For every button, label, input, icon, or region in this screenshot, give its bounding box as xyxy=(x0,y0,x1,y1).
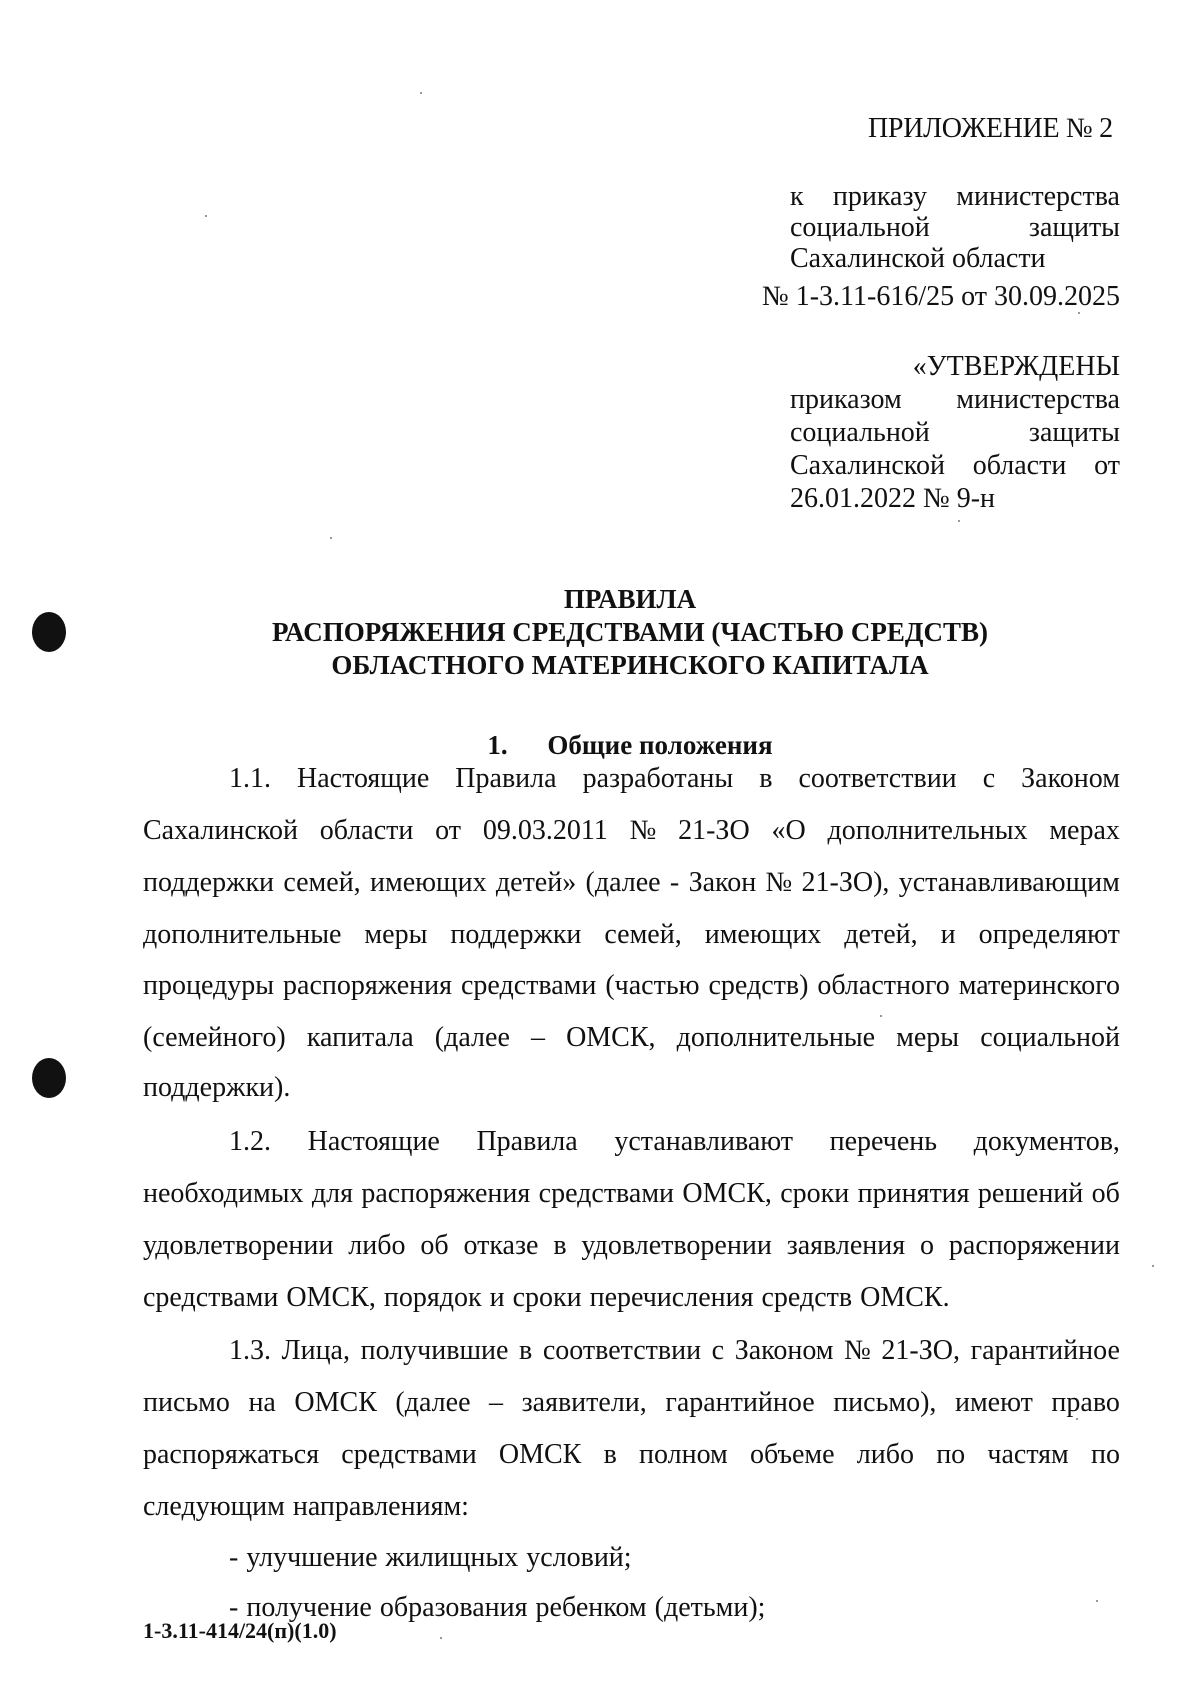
body-word: необходимых xyxy=(143,1178,304,1209)
body-line xyxy=(229,1335,1120,1367)
to-order-line xyxy=(790,243,1120,274)
body-word: 09.03.2011 xyxy=(482,815,608,846)
body-word: (семейного) xyxy=(143,1022,286,1053)
body-word: распоряжения xyxy=(283,970,453,1001)
binder-hole xyxy=(32,612,66,652)
body-word: в xyxy=(519,1335,533,1366)
body-word: 21-ЗО xyxy=(678,815,750,846)
scan-speck xyxy=(958,520,960,522)
section-heading xyxy=(150,730,1110,761)
title-line: ОБЛАСТНОГО МАТЕРИНСКОГО КАПИТАЛА xyxy=(331,650,929,680)
body-word: условий; xyxy=(526,1542,632,1573)
body-word: определяют xyxy=(978,919,1120,950)
body-word: Настоящие xyxy=(297,763,430,794)
body-word: объеме xyxy=(749,1439,835,1470)
body-word: по xyxy=(1090,1439,1120,1470)
to-order-word: приказу xyxy=(832,181,927,212)
title-line: РАСПОРЯЖЕНИЯ СРЕДСТВАМИ (ЧАСТЬЮ СРЕДСТВ) xyxy=(272,617,988,647)
section-title: Общие положения xyxy=(547,730,773,760)
body-line xyxy=(143,867,1120,899)
body-word: и xyxy=(489,1282,505,1313)
body-word: меры xyxy=(896,1022,960,1053)
body-word: (далее xyxy=(395,1387,471,1418)
body-word: «О xyxy=(771,815,806,846)
to-order-word: защиты xyxy=(1028,212,1120,243)
body-word: полном xyxy=(639,1439,728,1470)
body-word: в xyxy=(603,1439,617,1470)
body-word: Правила xyxy=(476,1126,578,1157)
body-word: социальной xyxy=(980,1022,1120,1053)
body-word: средствами xyxy=(460,970,597,1001)
body-word: заявители, xyxy=(521,1387,647,1418)
body-word: дополнительные xyxy=(143,919,342,950)
approved-line xyxy=(790,383,1120,416)
approved-line xyxy=(790,482,1120,515)
approved-word: от xyxy=(1094,450,1120,481)
body-word: порядок xyxy=(383,1282,482,1313)
order-number: № 1-3.11-616/25 от 30.09.2025 xyxy=(762,281,1120,312)
body-word: (далее xyxy=(585,867,661,898)
body-word: (далее xyxy=(434,1022,510,1053)
body-line xyxy=(229,1592,1120,1624)
body-word: документов, xyxy=(973,1126,1120,1157)
approved-line xyxy=(790,449,1120,482)
body-word: средств) xyxy=(708,970,809,1001)
body-line xyxy=(143,1178,1120,1210)
body-word: об xyxy=(1091,1178,1120,1209)
body-word: № xyxy=(765,867,793,898)
body-word: по xyxy=(936,1439,966,1470)
scan-speck xyxy=(205,215,207,217)
approved-word: министерства xyxy=(956,384,1120,415)
body-word: Правила xyxy=(455,763,557,794)
body-word: 1.3. xyxy=(229,1335,271,1366)
body-word: 21-ЗО, xyxy=(881,1335,960,1366)
to-order-word: социальной xyxy=(790,212,930,243)
body-word: средств xyxy=(761,1282,853,1313)
body-line xyxy=(143,970,1120,1002)
approved-line xyxy=(790,416,1120,449)
body-word: либо xyxy=(856,1439,914,1470)
body-word: решений xyxy=(977,1178,1084,1209)
body-word: 21-ЗО), xyxy=(801,867,890,898)
body-word: ОМСК, xyxy=(682,1178,772,1209)
body-word: жилищных xyxy=(385,1542,519,1573)
body-word: средствами xyxy=(341,1439,477,1470)
scan-speck xyxy=(440,1637,442,1639)
document-code: 1-3.11-414/24(п)(1.0) xyxy=(143,1618,337,1643)
to-order-word: Сахалинской области xyxy=(790,243,1046,274)
body-word: Законом xyxy=(734,1335,834,1366)
body-word: № xyxy=(844,1335,871,1366)
to-order-line xyxy=(790,181,1120,212)
body-word: удовлетворении xyxy=(143,1230,334,1261)
body-line xyxy=(143,815,1120,847)
body-word: устанавливают xyxy=(614,1126,794,1157)
body-word: дополнительных xyxy=(827,815,1028,846)
to-order-block xyxy=(790,181,1120,274)
body-word: образования xyxy=(379,1592,528,1623)
body-word: сроки xyxy=(512,1282,582,1313)
body-word: перечисления xyxy=(589,1282,754,1313)
body-word: распоряжения xyxy=(361,1178,531,1209)
body-line xyxy=(143,1282,1120,1314)
body-word: поддержки xyxy=(143,867,275,898)
body-word: средствами xyxy=(143,1282,279,1313)
body-word: соответствии xyxy=(798,763,957,794)
body-line xyxy=(229,1542,1120,1574)
body-word: поддержки xyxy=(450,919,582,950)
body-word: Настоящие xyxy=(307,1126,440,1157)
approved-word: 26.01.2022 № 9-н xyxy=(790,483,996,514)
body-word: о xyxy=(920,1230,935,1261)
body-word: устанавливающим xyxy=(898,867,1120,898)
body-word: области xyxy=(319,815,414,846)
body-word: удовлетворении xyxy=(581,1230,772,1261)
body-word: право xyxy=(1051,1387,1120,1418)
body-word: детей» xyxy=(495,867,577,898)
to-order-word: к xyxy=(790,181,804,212)
body-word: ОМСК. xyxy=(860,1282,950,1313)
body-line xyxy=(143,1439,1120,1471)
body-word: капитала xyxy=(306,1022,414,1053)
approved-word: области xyxy=(972,450,1067,481)
approved-word: приказом xyxy=(790,384,902,415)
body-line xyxy=(143,1230,1120,1262)
body-word: мерах xyxy=(1049,815,1120,846)
body-word: гарантийное xyxy=(665,1387,815,1418)
scan-speck xyxy=(420,92,422,94)
body-word: разработаны xyxy=(582,763,734,794)
body-word: - xyxy=(229,1592,239,1623)
body-word: ребенком xyxy=(535,1592,647,1623)
body-line xyxy=(143,1491,1120,1523)
body-word: семей, xyxy=(604,919,682,950)
body-word: детей, xyxy=(844,919,918,950)
body-word: с xyxy=(711,1335,725,1366)
body-word: в xyxy=(553,1230,567,1261)
binder-hole xyxy=(32,1058,66,1098)
body-word: получившие xyxy=(360,1335,509,1366)
body-word: имеющих xyxy=(704,919,822,950)
body-word: № xyxy=(629,815,657,846)
body-word: либо xyxy=(348,1230,406,1261)
approved-block xyxy=(790,350,1120,515)
body-word: улучшение xyxy=(246,1542,378,1573)
body-word: 1.1. xyxy=(229,763,271,794)
body-word: отказе xyxy=(463,1230,539,1261)
body-word: семей, xyxy=(283,867,361,898)
body-word: перечень xyxy=(829,1126,938,1157)
body-line xyxy=(143,919,1120,951)
body-line xyxy=(143,1022,1120,1054)
body-word: дополнительные xyxy=(676,1022,876,1053)
approved-word: защиты xyxy=(1028,417,1120,448)
body-word: средствами xyxy=(538,1178,675,1209)
body-line xyxy=(229,1126,1120,1158)
document-title xyxy=(150,583,1110,682)
body-word: частям xyxy=(987,1439,1069,1470)
approved-word: «УТВЕРЖДЕНЫ xyxy=(912,351,1120,382)
body-word: процедуры xyxy=(143,970,275,1001)
title-line: ПРАВИЛА xyxy=(563,584,697,614)
body-word: направлениям: xyxy=(292,1491,469,1522)
body-word: на xyxy=(248,1387,276,1418)
scan-speck xyxy=(330,537,332,539)
body-word: ОМСК xyxy=(498,1439,582,1470)
body-word: поддержки). xyxy=(143,1072,291,1103)
body-word: получение xyxy=(246,1592,372,1623)
appendix-label: ПРИЛОЖЕНИЕ № 2 xyxy=(868,113,1113,144)
scan-speck xyxy=(1152,1265,1154,1267)
body-word: письмо), xyxy=(833,1387,937,1418)
body-word: материнского xyxy=(958,970,1120,1001)
body-word: гарантийное xyxy=(970,1335,1120,1366)
body-word: соответствии xyxy=(542,1335,702,1366)
to-order-word: министерства xyxy=(956,181,1120,212)
body-word: в xyxy=(759,763,773,794)
body-word: Сахалинской xyxy=(143,815,298,846)
approved-word: социальной xyxy=(790,417,930,448)
approved-line xyxy=(790,350,1120,383)
approved-word: Сахалинской xyxy=(790,450,945,481)
body-word: письмо xyxy=(143,1387,230,1418)
body-word: принятия xyxy=(857,1178,970,1209)
body-word: и xyxy=(940,919,956,950)
body-word: от xyxy=(435,815,462,846)
body-line xyxy=(143,1387,1120,1419)
body-word: ОМСК, xyxy=(286,1282,376,1313)
body-word: – xyxy=(489,1387,504,1418)
body-word: сроки xyxy=(780,1178,850,1209)
body-word: распоряжаться xyxy=(143,1439,320,1470)
body-word: Закон xyxy=(688,867,757,898)
body-word: Законом xyxy=(1021,763,1120,794)
body-word: с xyxy=(982,763,996,794)
body-word: распоряжении xyxy=(948,1230,1120,1261)
body-word: (детьми); xyxy=(654,1592,766,1623)
body-word: имеющих xyxy=(369,867,487,898)
body-word: - xyxy=(229,1542,239,1573)
body-word: - xyxy=(669,867,680,898)
section-number: 1. xyxy=(487,730,508,760)
body-word: об xyxy=(420,1230,449,1261)
body-word: 1.2. xyxy=(229,1126,271,1157)
body-word: ОМСК, xyxy=(566,1022,656,1053)
body-word: заявления xyxy=(786,1230,906,1261)
body-word: для xyxy=(311,1178,353,1209)
body-word: меры xyxy=(364,919,428,950)
body-word: следующим xyxy=(143,1491,285,1522)
scan-speck xyxy=(880,1015,882,1017)
body-word: областного xyxy=(817,970,950,1001)
body-line xyxy=(143,1072,1120,1104)
body-word: имеют xyxy=(954,1387,1033,1418)
body-word: Лица, xyxy=(281,1335,350,1366)
body-word: (частью xyxy=(605,970,700,1001)
body-line xyxy=(229,763,1120,795)
to-order-line xyxy=(790,212,1120,243)
body-word: ОМСК xyxy=(294,1387,377,1418)
body-word: – xyxy=(530,1022,545,1053)
